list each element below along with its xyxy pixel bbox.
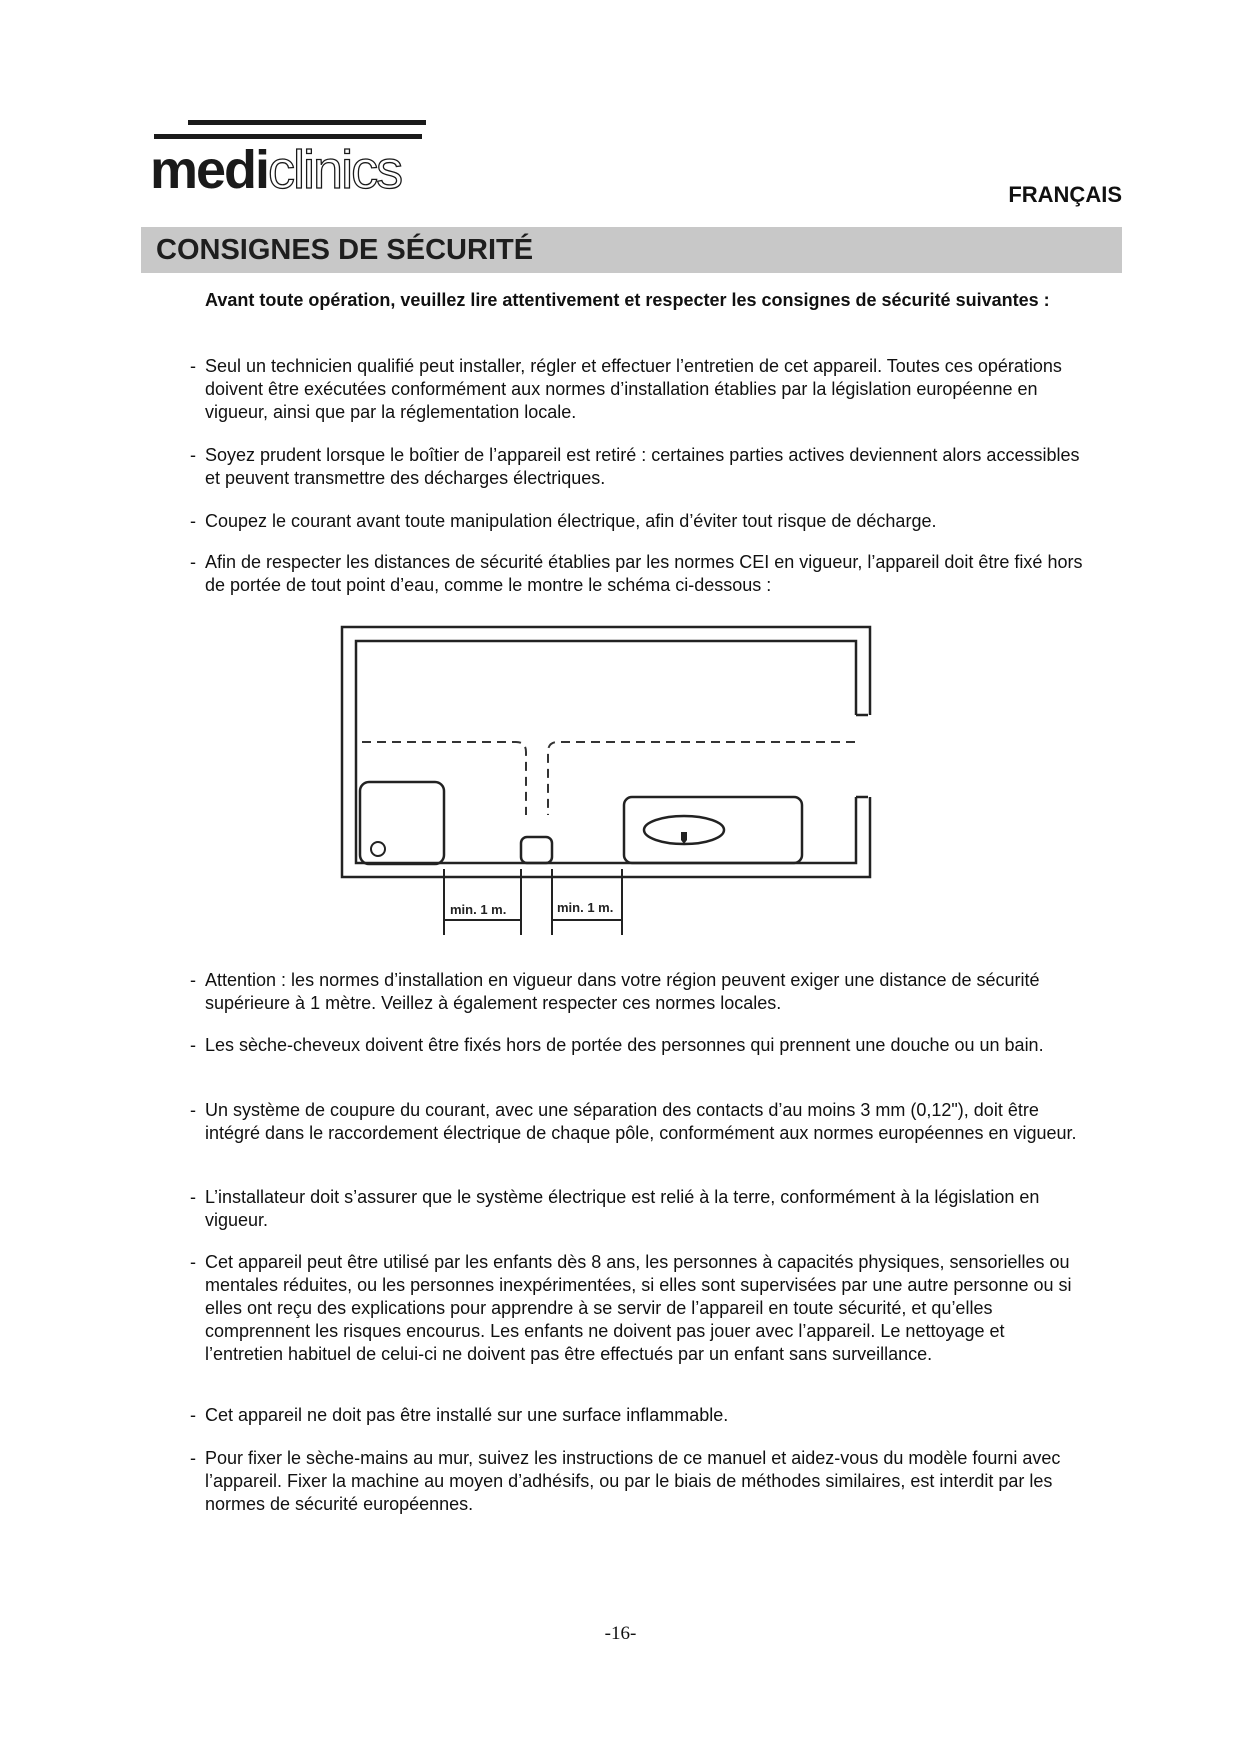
bullet-dash: - [190, 970, 196, 990]
item-text: Afin de respecter les distances de sécurité établies par les normes CEI en vigueur, l’appareil doit être fixé hors de portée de tout point d’eau, comme le montre le schéma ci-dessous : [205, 552, 1083, 595]
bullet-dash: - [190, 552, 196, 572]
section-banner [141, 227, 1122, 273]
logo-stripe-bottom [154, 134, 422, 139]
shower-drain [371, 842, 385, 856]
bullet-dash: - [190, 1035, 196, 1055]
intro-text: Avant toute opération, veuillez lire attentivement et respecter les consignes de sécurité suivantes : [205, 290, 1050, 310]
item-text: Seul un technicien qualifié peut installer, régler et effectuer l’entretien de cet appareil. Toutes ces opérations doivent être exécutées conformément aux normes d’installation établies par la législation européenne en vigueur, ainsi que par la réglementation locale. [205, 356, 1062, 422]
logo-stripe-top [188, 120, 426, 125]
bullet-dash: - [190, 1187, 196, 1207]
sink-counter [624, 797, 802, 863]
item-text: Soyez prudent lorsque le boîtier de l’appareil est retiré : certaines parties actives deviennent alors accessibles et peuvent transmettre des décharges électriques. [205, 445, 1080, 488]
logo-text-light: clinics [268, 140, 402, 200]
logo-wordmark [150, 140, 401, 200]
hand-dryer-unit [521, 837, 552, 863]
item-text: Cet appareil ne doit pas être installé sur une surface inflammable. [205, 1405, 729, 1425]
safety-item-5 [190, 969, 1085, 1015]
safety-item-1 [190, 355, 1085, 424]
section-title: CONSIGNES DE SÉCURITÉ [156, 234, 534, 266]
item-text: Pour fixer le sèche-mains au mur, suivez les instructions de ce manuel et aidez-vous du modèle fourni avec l’appareil. Fixer la machine au moyen d’adhésifs, ou par le biais de méthodes similaires, est interdit par les normes de sécurité européennes. [205, 1448, 1061, 1514]
safety-zone-lines [362, 742, 855, 815]
distance-label-left: min. 1 m. [450, 902, 507, 917]
page-number: -16- [604, 1623, 637, 1644]
safety-item-7 [190, 1099, 1085, 1145]
bullet-dash: - [190, 356, 196, 376]
safety-item-8 [190, 1186, 1085, 1232]
item-text: Attention : les normes d’installation en vigueur dans votre région peuvent exiger une distance de sécurité supérieure à 1 mètre. Veillez à également respecter ces normes locales. [205, 970, 1040, 1013]
safety-item-3 [190, 510, 1085, 533]
language-label: FRANÇAIS [1008, 182, 1122, 207]
tap-icon [681, 832, 687, 844]
bullet-dash: - [190, 1252, 196, 1272]
bullet-dash: - [190, 511, 196, 531]
safety-item-9 [190, 1251, 1085, 1366]
item-text: Les sèche-cheveux doivent être fixés hors de portée des personnes qui prennent une douche ou un bain. [205, 1035, 1044, 1055]
bullet-dash: - [190, 1100, 196, 1120]
item-text: Coupez le courant avant toute manipulation électrique, afin d’éviter tout risque de décharge. [205, 511, 937, 531]
room-outline [342, 627, 870, 877]
safety-item-10 [190, 1404, 1085, 1427]
safety-distance-diagram [340, 625, 900, 940]
logo-text-bold: medi [150, 140, 269, 200]
distance-label-right: min. 1 m. [557, 900, 614, 915]
bullet-dash: - [190, 1405, 196, 1425]
bullet-dash: - [190, 445, 196, 465]
item-text: L’installateur doit s’assurer que le système électrique est relié à la terre, conformément à la législation en vigueur. [205, 1187, 1040, 1230]
safety-item-2 [190, 444, 1085, 490]
safety-item-6 [190, 1034, 1085, 1057]
mediclinics-logo [150, 120, 430, 200]
bullet-dash: - [190, 1448, 196, 1468]
safety-item-11 [190, 1447, 1085, 1516]
item-text: Cet appareil peut être utilisé par les enfants dès 8 ans, les personnes à capacités physiques, sensorielles ou mentales réduites, ou les personnes inexpérimentées, si elles sont supervisées par une autre personne ou si elles ont reçu des explications pour apprendre à se servir de l’appareil en toute sécurité, et qu’elles comprennent les risques encourus. Les enfants ne doivent pas jouer avec l’appareil. Le nettoyage et l’entretien habituel de celui-ci ne doivent pas être effectués par un enfant sans surveillance. [205, 1252, 1072, 1364]
safety-item-4 [190, 551, 1085, 597]
item-text: Un système de coupure du courant, avec une séparation des contacts d’au moins 3 mm (0,12"), doit être intégré dans le raccordement électrique de chaque pôle, conformément aux normes européennes en vigueur. [205, 1100, 1077, 1143]
